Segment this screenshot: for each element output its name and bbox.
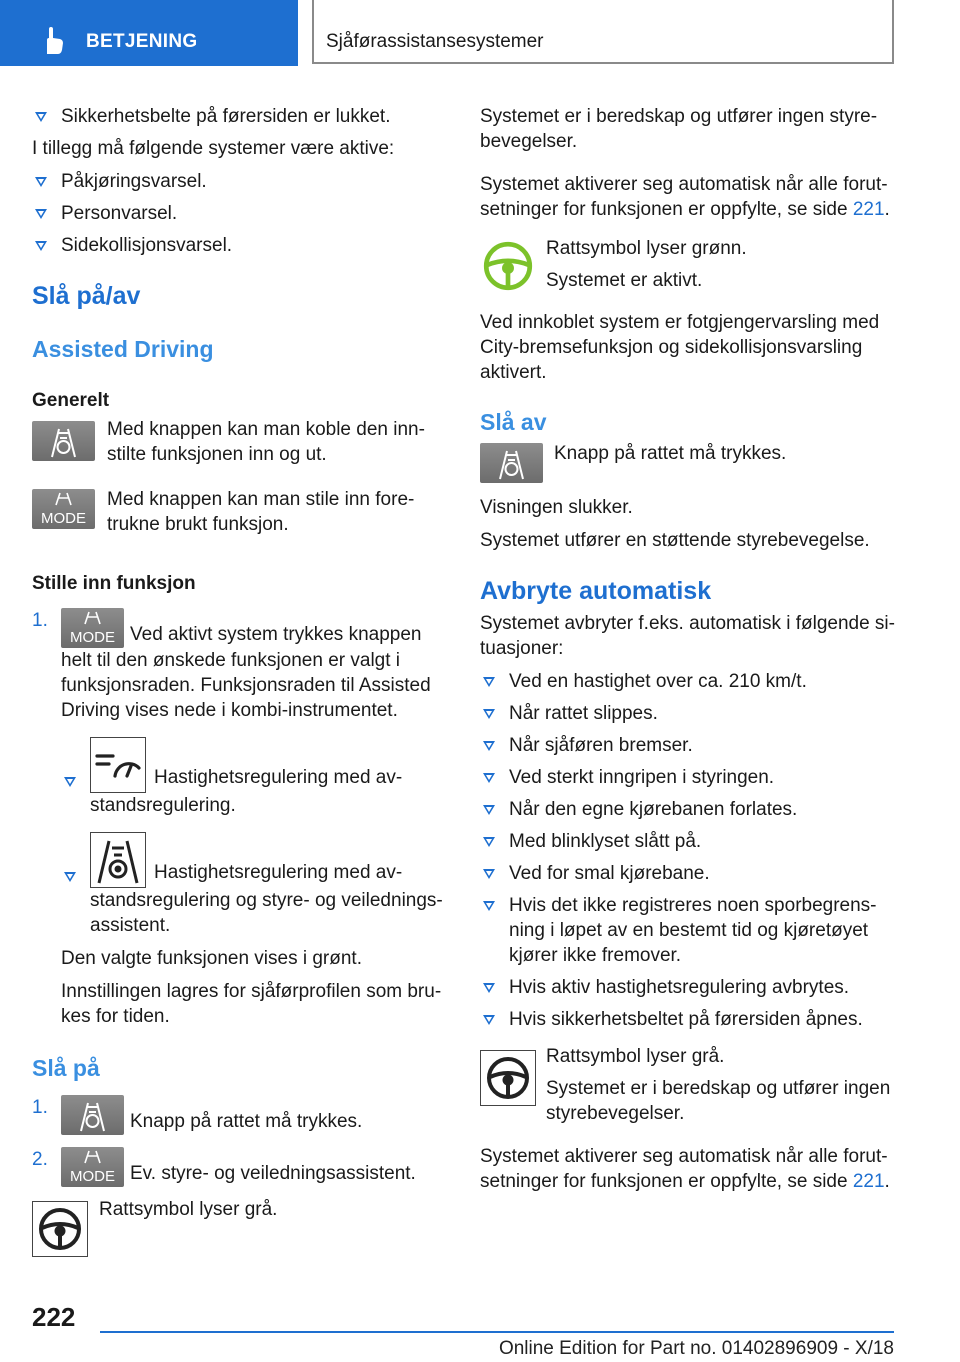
svg-text:MODE: MODE [70, 629, 115, 646]
list-item: 2. MODE Ev. styre- og veiledningsassistent. [32, 1149, 416, 1185]
page-number: 222 [32, 1302, 76, 1332]
hand-pointer-icon [38, 26, 68, 56]
assist-button-icon [32, 421, 95, 461]
bullet-triangle-icon [483, 869, 495, 879]
bullet-triangle-icon [483, 901, 495, 911]
bullet-triangle-icon [483, 709, 495, 719]
function-list [61, 737, 452, 938]
bullet-triangle-icon [35, 177, 47, 187]
bullet-triangle-icon [64, 777, 76, 787]
list-item: Personvarsel. [32, 201, 452, 226]
steering-wheel-green-icon [480, 238, 536, 294]
list-item: Ved sterkt inngripen i styringen. [480, 765, 900, 790]
svg-text:MODE: MODE [70, 1168, 115, 1185]
list-item: 1. MODE Ved aktivt system trykkes knappen helt til den ønskede funksjonen er valgt i funksjonsraden. Funksjonsraden til Assisted Driving vises nede i kombi-instrumentet. Hastighetsregulering med av-standsregulering. Hastighetsregulering med av-standsregulering og styre- og veilednings-assistent. Den valgte funksjonen vises i grønt. Innstillingen lagres for sjåførprofilen som bru-kes for tiden. [32, 608, 452, 1029]
steering-wheel-icon [480, 1050, 536, 1106]
left-column [32, 104, 452, 1249]
bullet-triangle-icon [64, 872, 76, 882]
assist-button-icon [480, 443, 543, 483]
general-row-2: MODE Med knappen kan man stile inn fore-trukne brukt funksjon. [32, 487, 452, 551]
heading-turn-off: Slå av [480, 409, 547, 435]
footer-edition: Online Edition for Part no. 01402896909 - X/18 [498, 1338, 894, 1359]
turn-on-steps [32, 1095, 452, 1187]
mode-button-icon [61, 608, 124, 648]
mode-button-icon [32, 489, 95, 529]
bullet-triangle-icon [35, 209, 47, 219]
intro-text: I tillegg må følgende systemer være aktive: [32, 138, 395, 159]
list-item: Hvis sikkerhetsbeltet på førersiden åpnes. [480, 1007, 900, 1032]
assist-button-icon [61, 1095, 124, 1135]
list-item: Hvis aktiv hastighetsregulering avbrytes. [480, 975, 900, 1000]
bullet-triangle-icon [483, 741, 495, 751]
bullet-triangle-icon [35, 241, 47, 251]
list-item: Hastighetsregulering med av-standsregulering og styre- og veilednings-assistent. [61, 832, 452, 938]
turn-off-row: Knapp på rattet må trykkes. [480, 441, 900, 491]
heading-general: Generelt [32, 390, 110, 411]
heading-set-function: Stille inn funksjon [32, 573, 196, 594]
section-tab-label: BETJENING [86, 31, 198, 52]
wheel-grey-row: Rattsymbol lyser grå. [32, 1197, 452, 1249]
bullet-list [32, 104, 452, 129]
mode-button-icon [61, 1147, 124, 1187]
abort-list [480, 669, 900, 1032]
svg-text:MODE: MODE [41, 510, 86, 527]
page-link[interactable]: 221 [852, 199, 885, 220]
list-item: Ved en hastighet over ca. 210 km/t. [480, 669, 900, 694]
right-column: Systemet er i beredskap og utfører ingen styre-bevegelser. Systemet aktiverer seg automatisk når alle forut-setninger for funksjonen er oppfylte, se side 221. Rattsymbol lyser grønn. Systemet er aktivt. Ved innkoblet system er fotgjengervarsling med City-bremsefunksjon og sidekollisjonsvarsling aktivert. Slå av Knapp på rattet må trykkes. Visningen slukker. Systemet utfører en støttende styrebevegelse. Avbryte automatisk Systemet avbryter f.eks. automatisk i følgende si-tuasjoner: Ved en hastighet over ca. 210 km/t. Når rattet slippes. Når sjåføren bremser. Ved sterkt inngripen i styringen. Når den egne kjørebanen forlates. Med blinklyset slått på. Ved for smal kjørebane. Hvis det ikke registreres noen sporbegrens-ning i løpet av en bestemt tid og kjøretøyet kjører ikke fremover. Hvis aktiv hastighetsregulering avbrytes. Hvis sikkerhetsbeltet på førersiden åpnes. Rattsymbol lyser grå. Systemet er i beredskap og utfører ingen styrebevegelser. Systemet aktiverer seg automatisk når alle forut-setninger for funksjonen er oppfylte, se side 221. [480, 104, 900, 1194]
heading-assisted-driving: Assisted Driving [32, 336, 214, 362]
section-tab [0, 0, 298, 66]
bullet-triangle-icon [483, 677, 495, 687]
bullet-triangle-icon [483, 805, 495, 815]
bullet-triangle-icon [35, 112, 47, 122]
bullet-triangle-icon [483, 983, 495, 993]
list-item: Hastighetsregulering med av-standsregulering. [61, 737, 452, 818]
chapter-title: Sjåførassistansesystemer [326, 31, 544, 52]
steering-wheel-icon [32, 1201, 88, 1257]
list-item: Påkjøringsvarsel. [32, 169, 452, 194]
set-function-steps [32, 608, 452, 1029]
steering-assist-icon [90, 832, 146, 888]
list-item: Hvis det ikke registreres noen sporbegrens-ning i løpet av en bestemt tid og kjøretøyet kjører ikke fremover. [480, 893, 900, 968]
general-row-1: Med knappen kan man koble den inn-stilte funksjonen inn og ut. [32, 417, 452, 477]
list-item: Sikkerhetsbelte på førersiden er lukket. [32, 104, 452, 129]
list-item: 1. Knapp på rattet må trykkes. [32, 1095, 452, 1135]
list-item: Med blinklyset slått på. [480, 829, 900, 854]
bullet-triangle-icon [483, 1015, 495, 1025]
chapter-header [312, 0, 894, 64]
list-item: Når den egne kjørebanen forlates. [480, 797, 900, 822]
wheel-grey-row-right: Rattsymbol lyser grå. Systemet er i beredskap og utfører ingen styrebevegelser. [480, 1044, 900, 1128]
acc-icon [90, 737, 146, 793]
heading-auto-abort: Avbryte automatisk [480, 577, 712, 605]
list-item: Når sjåføren bremser. [480, 733, 900, 758]
systems-list [32, 169, 452, 258]
wheel-green-row: Rattsymbol lyser grønn. Systemet er aktivt. [480, 236, 900, 300]
heading-turn-on: Slå på [32, 1055, 100, 1081]
list-item: Når rattet slippes. [480, 701, 900, 726]
list-item: Sidekollisjonsvarsel. [32, 233, 452, 258]
heading-on-off: Slå på/av [32, 282, 141, 310]
footer-rule [100, 1331, 894, 1333]
page-link[interactable]: 221 [852, 1171, 885, 1192]
bullet-triangle-icon [483, 773, 495, 783]
list-item: Ved for smal kjørebane. [480, 861, 900, 886]
bullet-triangle-icon [483, 837, 495, 847]
